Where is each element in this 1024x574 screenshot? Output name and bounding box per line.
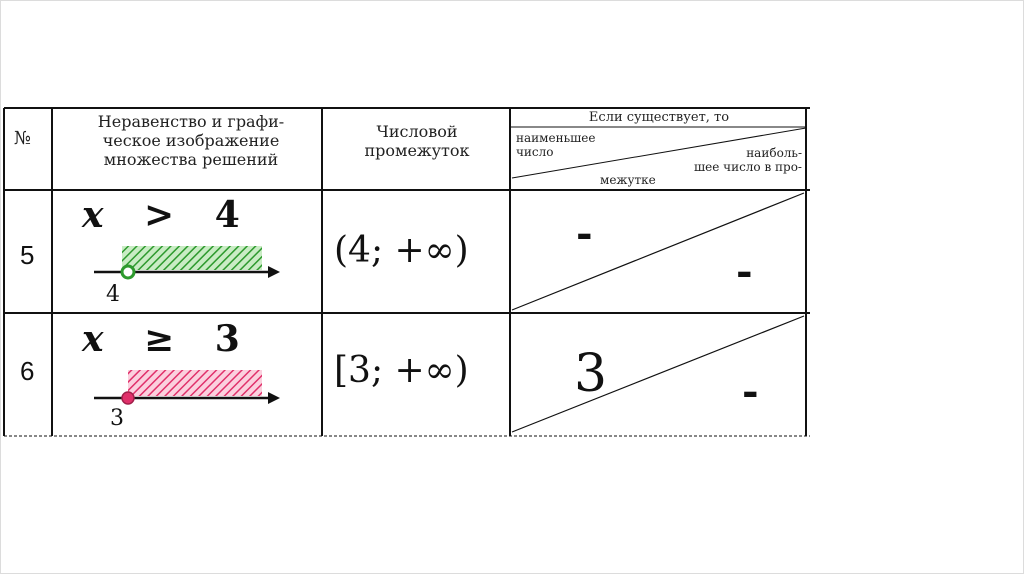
header-smallest-line-1: наименьшее [516,131,596,145]
header-interval [332,122,502,160]
header-smallest [516,132,595,160]
header-if-exists: Если существует, то [588,110,730,125]
smallest-value: - [576,210,593,257]
header-largest [600,147,802,175]
interval: (4; +∞) [334,230,469,271]
smallest-value: 3 [574,344,608,404]
inequality-value: 3 [214,318,254,360]
header-inequality-line-3: множества решений [103,150,279,170]
largest-value: - [736,248,753,295]
header-interval-line-2: промежуток [364,141,470,161]
row-number: 5 [20,240,35,270]
tick-label: 3 [110,406,124,431]
tick-label: 4 [106,282,120,307]
header-num: № [14,128,32,149]
closed-point-3 [122,392,134,404]
header-inequality [62,112,320,170]
inequality [82,194,254,236]
header-interval-line-1: Числовой [376,122,458,141]
inequality-value: 4 [214,194,254,236]
header-inequality-line-1: Неравенство и графи- [97,112,285,131]
header-largest-line-1: наиболь- [746,146,802,160]
header-largest-line-3: межутке [600,173,656,187]
interval: [3; +∞) [334,350,469,391]
axis-arrow-5 [268,266,280,278]
inequality-variable: x [82,194,118,236]
header-inequality-line-2: ческое изображение [102,131,280,151]
largest-value: - [742,368,759,415]
inequality [82,318,254,360]
inequality-sign: > [144,194,189,236]
header-largest-line-2: шее число в про- [693,159,802,174]
header-smallest-line-2: число [516,144,554,159]
inequality-sign: ≥ [144,318,189,360]
solution-range-6 [128,370,262,396]
solution-range-5 [122,246,262,270]
inequality-variable: x [82,318,118,360]
axis-arrow-6 [268,392,280,404]
open-point-4 [122,266,134,278]
row-number: 6 [20,356,35,386]
